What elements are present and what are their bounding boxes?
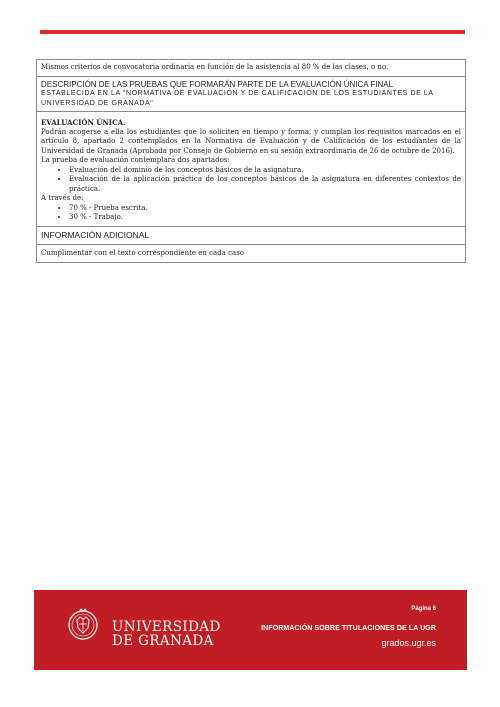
titles-info-label: INFORMACIÓN SOBRE TITULACIONES DE LA UGR: [261, 625, 436, 632]
university-logo-text: [112, 620, 221, 648]
content-table: [36, 59, 466, 263]
single-evaluation-title: EVALUACIÓN ÚNICA.: [41, 118, 126, 127]
placeholder-text: Cumplimentar con el texto correspondiente en cada caso: [41, 248, 245, 257]
attendance-criteria-text: Mismos criterios de convocatoria ordinaria en función de la asistencia al 80 % de las clases, o no.: [41, 63, 389, 71]
single-evaluation-body-row: [37, 112, 465, 227]
list-item: • 70 % - Prueba escrita.: [69, 204, 461, 214]
single-evaluation-heading-row: [37, 77, 465, 113]
list-item: • Evaluación del dominio de los conceptos básicos de la asignatura.: [69, 166, 461, 176]
list-item: • Evaluación de la aplicación práctica de los conceptos básicos de la asignatura en diferentes contextos de práctica.: [69, 175, 461, 194]
page-number: Página 6: [411, 606, 436, 612]
placeholder-row: [37, 245, 465, 263]
additional-info-title: INFORMACIÓN ADICIONAL: [41, 229, 150, 240]
university-seal-icon: [68, 606, 98, 644]
additional-info-row: [37, 227, 465, 245]
heading-line-1: DESCRIPCIÓN DE LAS PRUEBAS QUE FORMARÁN PARTE DE LA EVALUACIÓN ÚNICA FINAL: [41, 79, 394, 89]
heading-line-2: ESTABLECIDA EN LA "NORMATIVA DE EVALUACIÓN Y DE CALIFICACIÓN DE LOS ESTUDIANTES DE LA: [41, 90, 434, 97]
heading-line-3: UNIVERSIDAD DE GRANADA": [41, 99, 154, 107]
attendance-criteria-row: [37, 60, 465, 77]
website-link[interactable]: grados.ugr.es: [381, 638, 436, 648]
footer-banner: [34, 590, 467, 670]
evaluation-parts-list: [41, 166, 461, 195]
logo-line-1: UNIVERSIDAD: [112, 619, 221, 635]
list-item: • 30 % - Trabajo.: [69, 213, 461, 223]
weights-list: [41, 204, 461, 223]
top-red-rule: [40, 30, 465, 34]
single-evaluation-paragraph: Podrán acogerse a ella los estudiantes que lo soliciten en tiempo y forma, y cumplan los requisitos marcados en el artículo 8, apartado 2 contemplados en la Normativa de Evaluación y de Calificación de los estudiantes de la Universidad de Granada (Aprobada por Consejo de Gobierno en su sesión extraordinaria de 26 de octubre de 2016).: [41, 127, 461, 155]
via-label: A través de:: [41, 194, 84, 202]
evaluation-intro: La prueba de evaluación contemplará dos apartados:: [41, 156, 230, 164]
logo-line-2: DE GRANADA: [112, 633, 214, 649]
